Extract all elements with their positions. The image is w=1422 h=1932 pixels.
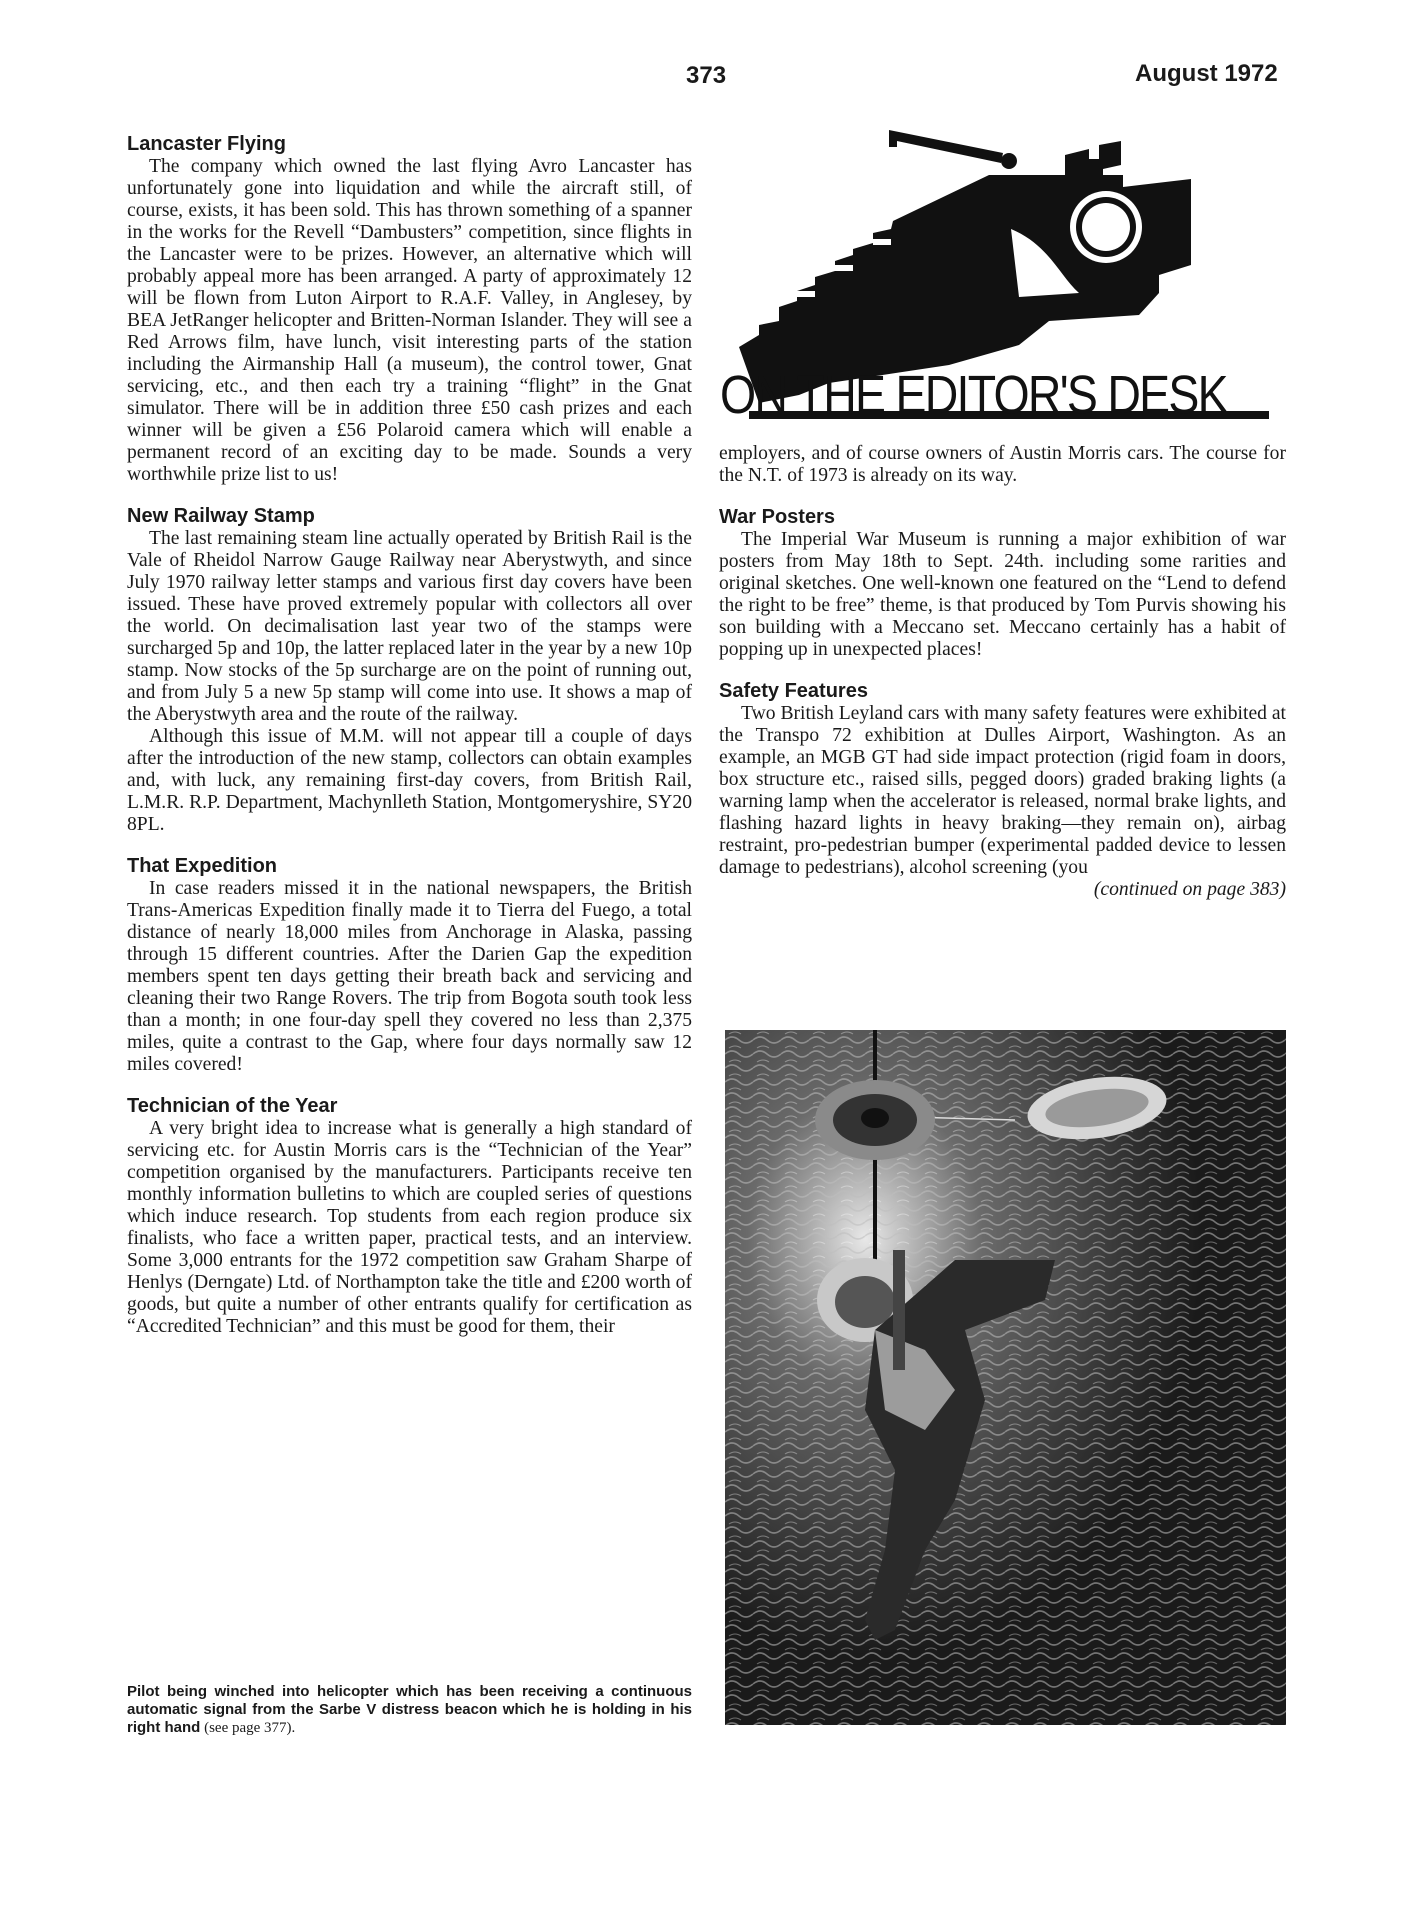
issue-date: August 1972 — [1135, 60, 1278, 87]
article-technician-continuation — [719, 443, 1286, 487]
article-text: The Imperial War Museum is running a major exhibition of war posters from May 18th to Sept. 24th. including some rarities and original sketches. One well-known one featured on the “Lend to defend the right to be free” theme, is that produced by Tom Purvis showing his son building with a Meccano set. Meccano certainly has a habit of popping up in unexpected places! — [719, 529, 1286, 660]
article-heading: New Railway Stamp — [127, 505, 315, 527]
article-new-railway-stamp — [127, 504, 692, 836]
article-war-posters — [719, 505, 1286, 661]
right-column — [719, 443, 1286, 919]
article-heading: That Expedition — [127, 855, 277, 877]
article-that-expedition — [127, 854, 692, 1076]
article-lancaster-flying — [127, 132, 692, 486]
continued-note: (continued on page 383) — [1093, 879, 1286, 900]
article-text: The company which owned the last flying Avro Lancaster has unfortunately gone into liquidation and while the aircraft still, of course, exists, it has been sold. This has thrown something of a spanner in the works for the Revell “Dambusters” competition, since flights in the Lancaster were to be prizes. However, an alternative which will probably appeal more has been arranged. A party of approximately 12 will be flown from Luton Airport to R.A.F. Valley, in Anglesey, by BEA JetRanger helicopter and Britten-Norman Islander. They will see a Red Arrows film, have lunch, visit interesting parts of the station including the Airmanship Hall (a museum), the control tower, Gnat servicing, etc., and then each try a training “flight” in the Gnat simulator. There will be in addition three £50 cash prizes and each winner will be given a £56 Polaroid camera which will enable a permanent record of an exciting day to be made. Sounds a very worthwhile prize list to us! — [127, 156, 692, 485]
article-text: employers, and of course owners of Austin Morris cars. The course for the N.T. of 1973 is already on its way. — [719, 443, 1286, 486]
section-title: ON THE EDITOR'S DESK — [720, 365, 1227, 425]
photo-caption — [127, 1683, 692, 1737]
page-number: 373 — [686, 62, 727, 89]
article-heading: War Posters — [719, 506, 835, 528]
article-text: In case readers missed it in the national newspapers, the British Trans-Americas Expedition finally made it to Tierra del Fuego, a total distance of nearly 18,000 miles from Anchorage in Alaska, passing through 15 different countries. After the Darien Gap the expedition members spent ten days getting their breath back and servicing and cleaning their two Range Rovers. The trip from Bogota south took less than a month; in one four-day spell they covered no less than 2,375 miles, quite a contrast to the Gap, where four days normally saw 12 miles covered! — [127, 878, 692, 1075]
article-text: A very bright idea to increase what is generally a high standard of servicing etc. for Austin Morris cars is the “Technician of the Year” competition organised by the manufacturers. Participants receive ten monthly information bulletins to which are coupled series of questions which induce research. Top students from each region produce six finalists, who face a written paper, practical tests, and an interview. Some 3,000 entrants for the 1972 competition saw Graham Sharpe of Henlys (Derngate) Ltd. of Northampton take the title and £200 worth of goods, but quite a number of other entrants qualify for certification as “Accredited Technician” and this must be good for them, their — [127, 1118, 692, 1337]
caption-page-ref: (see page 377). — [200, 1720, 296, 1736]
article-text: Although this issue of M.M. will not appear till a couple of days after the introduction of the new stamp, collectors can obtain examples and, with luck, any remaining first-day covers, from British Rail, L.M.R. R.P. Department, Machynlleth Station, Montgomeryshire, SY20 8PL. — [127, 726, 692, 835]
article-text: Two British Leyland cars with many safety features were exhibited at the Transpo 72 exhibition at Dulles Airport, Washington. As an example, an MGB GT had side impact protection (rigid foam in doors, box structure etc., raised sills, pegged doors) graded braking lights (a warning lamp when the accelerator is released, normal brake lights, and flashing hazard lights in heavy braking—they remain on), airbag restraint, pro-pedestrian bumper (experimental padded device to lessen damage to pedestrians), alcohol screening (you — [719, 703, 1286, 878]
article-technician-of-the-year — [127, 1094, 692, 1338]
helicopter-rescue-photo — [725, 1030, 1286, 1725]
article-text: The last remaining steam line actually operated by British Rail is the Vale of Rheidol Narrow Gauge Railway near Aberystwyth, and since July 1970 railway letter stamps and various first day covers have been issued. These have proved extremely popular with collectors all over the world. On decimalisation last year two of the stamps were surcharged 5p and 10p, the latter replaced later in the year by a new 10p stamp. Now stocks of the 5p surcharge are on the point of running out, and from July 5 a new 5p stamp will come into use. It shows a map of the Aberystwyth area and the route of the railway. — [127, 528, 692, 725]
article-heading: Safety Features — [719, 680, 868, 702]
article-heading: Lancaster Flying — [127, 133, 286, 155]
article-heading: Technician of the Year — [127, 1095, 338, 1117]
left-column — [127, 132, 692, 1356]
article-safety-features — [719, 679, 1286, 901]
caption-bold: Pilot being winched into helicopter which has been receiving a continuous automatic signal from the Sarbe V distress beacon which he is holding in his right hand — [127, 1683, 692, 1736]
